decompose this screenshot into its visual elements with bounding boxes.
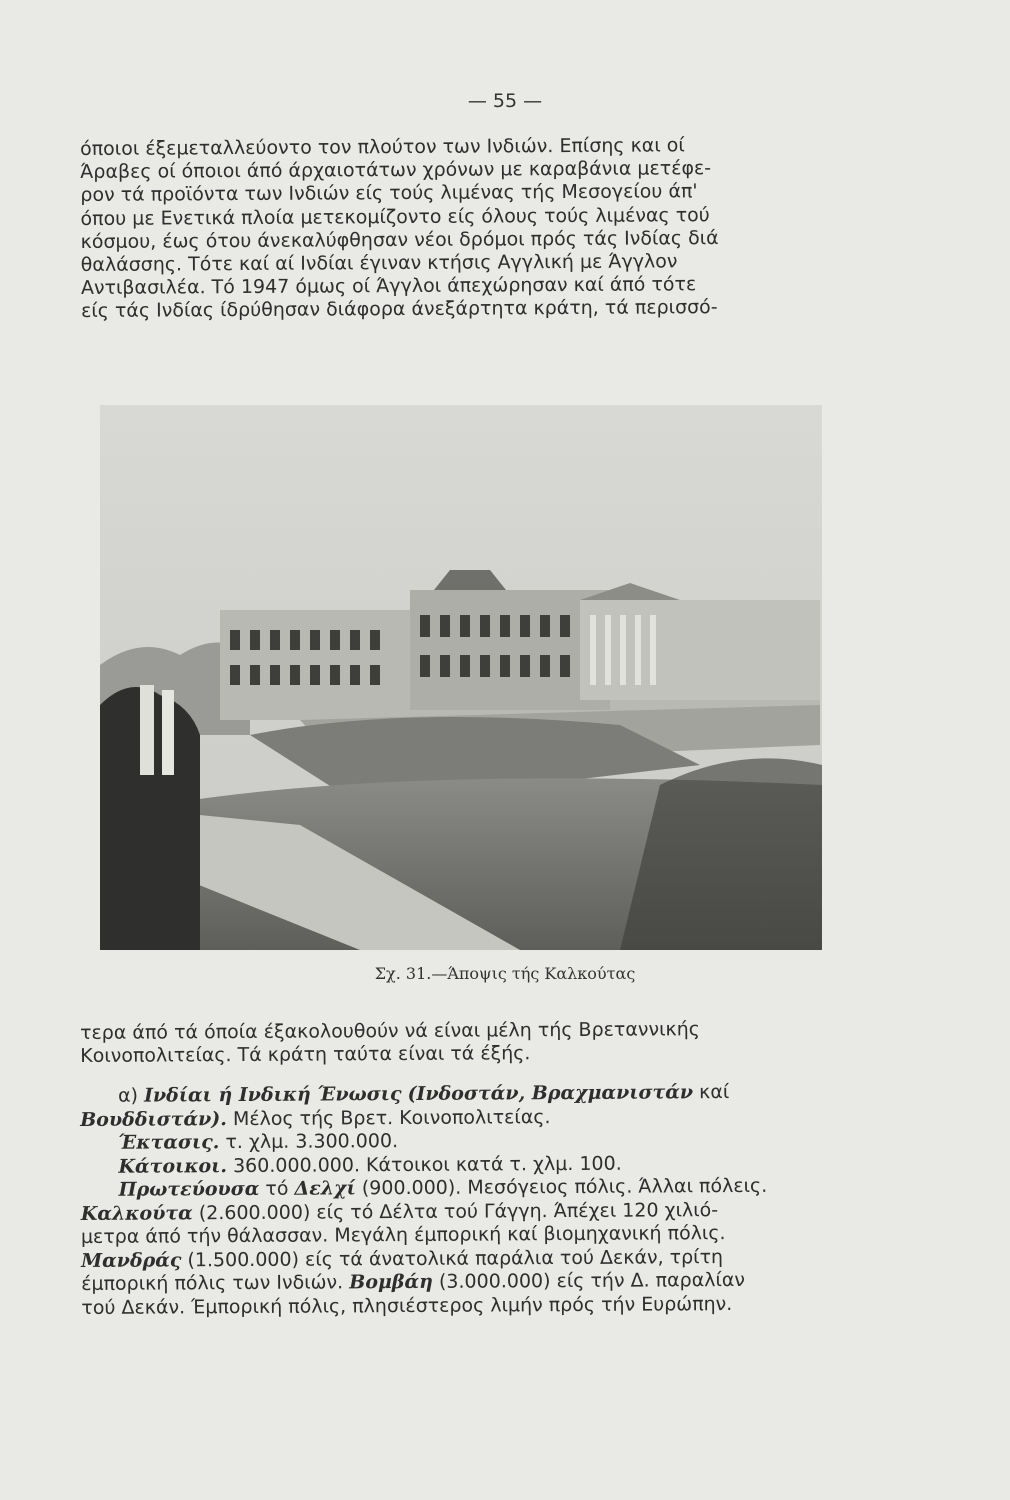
- text-line: τερα άπό τά όποία έξακολουθούν νά είναι μέλη τής Βρεταννικής: [80, 1018, 700, 1044]
- page-number: — 55 —: [467, 90, 543, 112]
- figure-caption: Σχ. 31.—Άποψις τής Καλκούτας: [374, 964, 636, 983]
- text-line: Αντιβασιλέα. Τό 1947 όμως οί Άγγλοι άπεχώρησαν καί άπό τότε: [80, 273, 697, 300]
- text-line: όποιοι έξεμεταλλεύοντο τον πλούτον των Ινδιών. Επίσης και οί: [80, 134, 685, 160]
- entry-line: έμπορική πόλις των Ινδιών. Βομβάη (3.000.000) είς τήν Δ. παραλίαν: [81, 1268, 746, 1295]
- country-entry: [80, 1080, 871, 1320]
- text-line: όπου με Ενετικά πλοία μετεκομίζοντο είς όλους τούς λιμένας τού: [80, 203, 710, 230]
- area-line: Έκτασις. τ. χλμ. 3.300.000.: [118, 1130, 399, 1154]
- entry-heading: α) Ινδίαι ή Ινδική Ένωσις (Ινδοστάν, Βραχμανιστάν καί: [117, 1081, 730, 1107]
- capital-line: Πρωτεύουσα τό Δελχί (900.000). Μεσόγειος πόλις. Άλλαι πόλεις.: [118, 1174, 768, 1201]
- continuation-paragraph: [80, 1017, 860, 1068]
- text-line: είς τάς Ινδίας ίδρύθησαν διάφορα άνεξάρτητα κράτη, τά περισσό-: [80, 296, 718, 323]
- text-line: ρον τά προϊόντα των Ινδιών είς τούς λιμένας τής Μεσογείου άπ': [80, 180, 698, 207]
- text-line: Κοινοπολιτείας. Τά κράτη ταύτα είναι τά έξής.: [80, 1042, 531, 1068]
- entry-line: τού Δεκάν. Έμπορική πόλις, πλησιέστερος λιμήν πρός τήν Ευρώπην.: [81, 1292, 733, 1319]
- madras-line: Μανδράς (1.500.000) είς τά άνατολικά παράλια τού Δεκάν, τρίτη: [81, 1245, 724, 1272]
- text-line: Άραβες οί όποιοι άπό άρχαιοτάτων χρόνων με καραβάνια μετέφε-: [80, 157, 712, 184]
- text-line: θαλάσσης. Τότε καί αί Ινδίαι έγιναν κτήσις Αγγλική με Άγγλον: [80, 250, 678, 277]
- entry-line: μετρα άπό τήν θάλασσαν. Μεγάλη έμπορική καί βιομηχανική πόλις.: [80, 1222, 726, 1248]
- population-line: Κάτοικοι. 360.000.000. Κάτοικοι κατά τ. χλμ. 100.: [118, 1152, 622, 1178]
- intro-paragraph: [80, 133, 861, 323]
- calcutta-photo: [100, 405, 822, 950]
- country-name: Ινδίαι ή Ινδική Ένωσις: [143, 1083, 402, 1107]
- entry-line: Βουδδιστάν). Μέλος τής Βρετ. Κοινοπολιτείας.: [80, 1105, 551, 1131]
- calcutta-line: Καλκούτα (2.600.000) είς τό Δέλτα τού Γάγγη. Άπέχει 120 χιλιό-: [80, 1198, 719, 1225]
- text-line: κόσμου, έως ότου άνεκαλύφθησαν νέοι δρόμοι πρός τάς Ινδίας διά: [80, 226, 719, 253]
- building-illustration: [100, 405, 822, 950]
